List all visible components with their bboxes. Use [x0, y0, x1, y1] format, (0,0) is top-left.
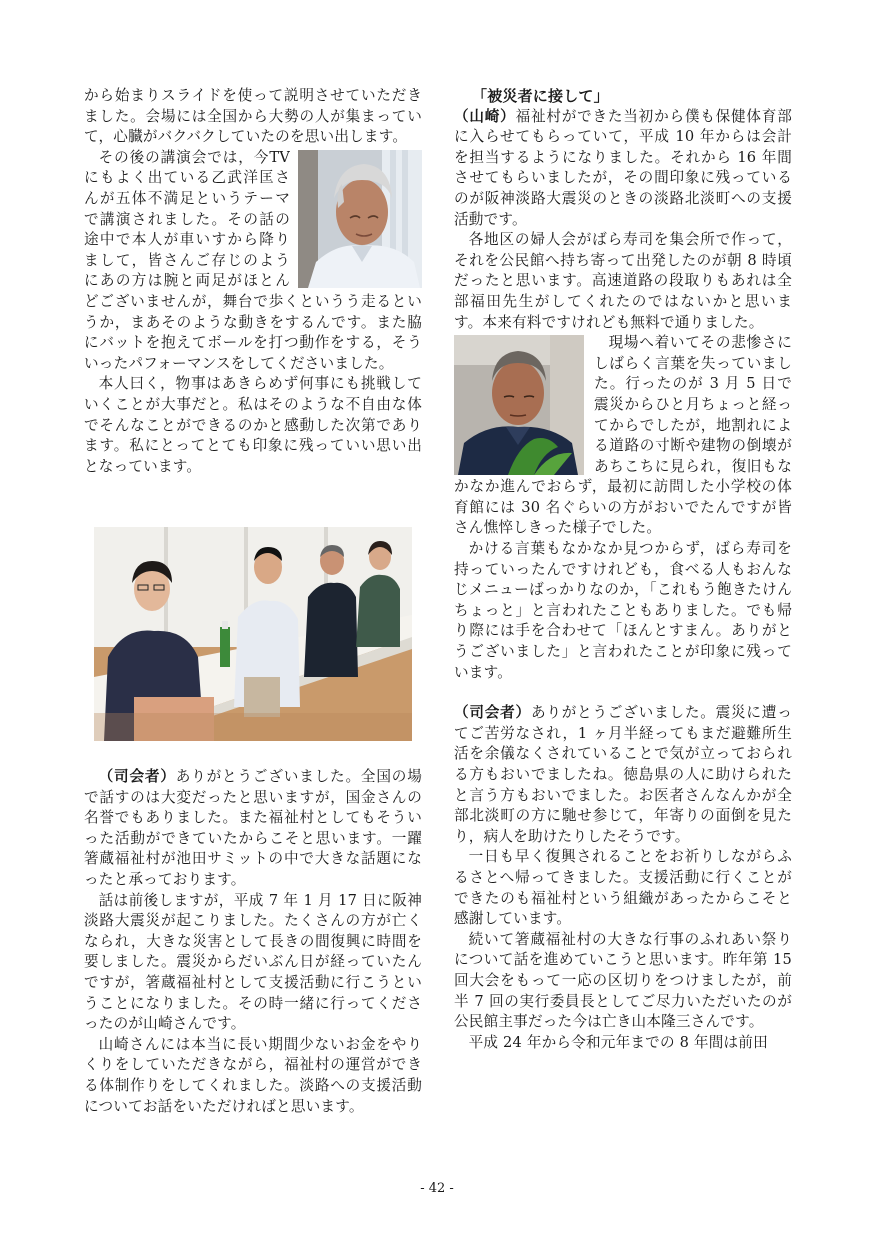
right-paragraph-1 — [454, 107, 792, 231]
yamasaki-photo — [454, 335, 584, 475]
paragraph-spacer — [454, 683, 792, 703]
group-panel-photo — [94, 527, 412, 741]
section-heading: 「被災者に接して」 — [472, 87, 609, 105]
right-paragraph-4: かける言葉もなかなか見つからず，ばら寿司を持っていったんですけれども，食べる人もおんなじメニューばっかりなのか，「これもう飽きたけんちょっと」と言われたこともありました。でも帰り際には手を合わせて「ほんとすまん。ありがとうございました」と言われたことが印象に残っています。 — [454, 540, 792, 681]
yamasaki-photo-image — [454, 335, 584, 475]
right-paragraph-5 — [454, 703, 792, 847]
left-paragraph-6: 山崎さんには本当に長い期間少ないお金をやりくりをしていただきながら，福祉村の運営ができる体制作りをしてくれました。淡路への支援活動についてお話をいただければと思います。 — [84, 1035, 422, 1115]
speaker-label-yamasaki: （山崎） — [454, 107, 516, 125]
speaker-label-host-2: （司会者） — [454, 704, 531, 722]
left-paragraph-4 — [84, 767, 422, 891]
right-paragraph-8: 平成 24 年から令和元年までの 8 年間は前田 — [468, 1033, 768, 1051]
right-paragraph-6: 一日も早く復興されることをお祈りしながらふるさとへ帰ってきました。支援活動に行くことができたのも福祉村という組織があったからこそと感謝しています。 — [454, 848, 792, 928]
left-column — [84, 86, 422, 477]
speaker-label-host: （司会者） — [98, 768, 176, 785]
right-column — [454, 86, 792, 1053]
elderly-speaker-photo — [298, 150, 422, 288]
left-paragraph-4-text: ありがとうございました。全国の場で話すのは大変だったと思いますが，国金さんの名誉でもありました。また福祉村としてもそういった活動ができていたからこそと思います。一躍箸蔵福祉村が池田サミットの中で大きな話題になったと承っております。 — [84, 768, 422, 888]
group-panel-photo-image — [94, 527, 412, 741]
page-number: - 42 - — [420, 1181, 454, 1196]
right-paragraph-1-text: 福祉村ができた当初から僕も保健体育部に入らせてもらっていて，平成 10 年からは会計を担当するようになりました。それから 16 年間させてもらいましたが，その間印象に残っているのが阪神淡路大震災のときの淡路北淡町への支援活動です。 — [454, 107, 792, 228]
left-paragraph-2: その後の講演会では，今TV にもよく出ている乙武洋匡さんが五体不満足というテーマで講演されました。その話の途中で本人が車いすから降りまして，皆さんご存じのようにあの方は腕と両足がほとんどございませんが，舞台で歩くというう走るというか，まあそのような動きをするんです。また脇にバットを抱えてボールを打つ動作をする，そういったパフォーマンスをしてくださいました。 — [84, 148, 422, 372]
right-paragraph-5-text: ありがとうございました。震災に遭ってご苦労なされ，1 ヶ月半経ってもまだ避難所生活を余儀なくされていることで気が立っておられる方もおいでましたね。徳島県の人に助けられたと言う方もおいでました。お医者さんなんかが全部北淡町の方に馳せ参じて，年寄りの面倒を見たり，病人を助けたりしたそうです。 — [454, 704, 792, 845]
left-column-lower — [84, 767, 422, 1117]
left-paragraph-5: 話は前後しますが，平成 7 年 1 月 17 日に阪神淡路大震災が起こりました。たくさんの方が亡くなられ，大きな災害として長きの間復興に時間を要しました。震災からだいぶん日が経っていたんですが，箸蔵福祉村として支援活動に行こうということになりました。その時一緒に行ってくださったのが山崎さんです。 — [84, 891, 422, 1033]
left-paragraph-1: から始まりスライドを使って説明させていただきました。会場には全国から大勢の人が集まっていて，心臓がバクバクしていたのを思い出します。 — [84, 87, 422, 146]
right-paragraph-3: 現場へ着いてその悲惨さにしばらく言葉を失っていました。行ったのが 3 月 5 日で震災からひと月ちょっと経ってからでしたが，地割れによる道路の寸断や建物の倒壊があちこちに見られ，復旧もなかなか進んでおらず，最初に訪問した小学校の体育館には 30 名ぐらいの方がおいでたんですが皆さん憔悴しきった様子でした。 — [454, 334, 792, 537]
right-paragraph-7: 続いて箸蔵福祉村の大きな行事のふれあい祭りについて話を進めていこうと思います。昨年第 15 回大会をもって一応の区切りをつけましたが，前半 7 回の実行委員長としてご尽力いただいたのが公民館主事だった今は亡き山本隆三さんです。 — [454, 930, 792, 1031]
elderly-speaker-photo-image — [298, 150, 422, 288]
right-paragraph-2: 各地区の婦人会がばら寿司を集会所で作って，それを公民館へ持ち寄って出発したのが朝 8 時頃だったと思います。高速道路の段取りもあれは全部福田先生がしてくれたのではないかと思います。本来有料ですけれども無料で通りました。 — [454, 231, 792, 331]
left-paragraph-3: 本人曰く，物事はあきらめず何事にも挑戦していくことが大事だと。私はそのような不自由な体でそんなことができるのかと感動した次第であります。私にとってとても印象に残っていい思い出となっています。 — [84, 375, 422, 475]
